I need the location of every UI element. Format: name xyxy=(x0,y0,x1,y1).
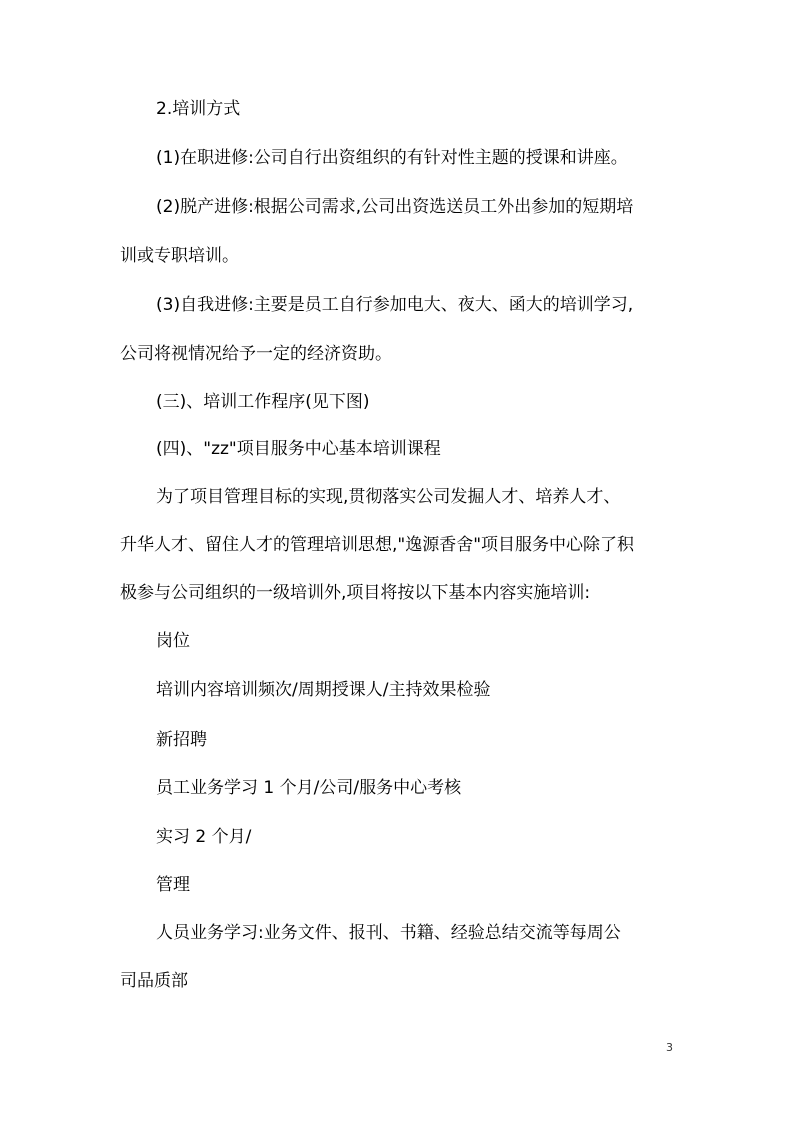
paragraph: 员工业务学习 1 个月/公司/服务中心考核 xyxy=(156,778,462,798)
page-number: 3 xyxy=(666,1041,673,1054)
paragraph: 管理 xyxy=(156,875,190,895)
paragraph-continuation: 升华人才、留住人才的管理培训思想,"逸源香舍"项目服务中心除了积 xyxy=(120,535,635,555)
paragraph: 培训内容培训频次/周期授课人/主持效果检验 xyxy=(156,680,491,700)
paragraph: 实习 2 个月/ xyxy=(156,827,252,847)
paragraph: 人员业务学习:业务文件、报刊、书籍、经验总结交流等每周公 xyxy=(156,923,621,943)
section-heading: 2.培训方式 xyxy=(156,99,241,119)
paragraph: 为了项目管理目标的实现,贯彻落实公司发掘人才、培养人才、 xyxy=(156,487,621,507)
paragraph-continuation: 公司将视情况给予一定的经济资助。 xyxy=(120,344,392,364)
paragraph: (2)脱产进修:根据公司需求,公司出资选送员工外出参加的短期培 xyxy=(156,197,634,217)
paragraph: (1)在职进修:公司自行出资组织的有针对性主题的授课和讲座。 xyxy=(156,148,628,168)
section-heading: (四)、"zz"项目服务中心基本培训课程 xyxy=(156,439,441,459)
paragraph: (3)自我进修:主要是员工自行参加电大、夜大、函大的培训学习, xyxy=(156,295,634,315)
paragraph-continuation: 极参与公司组织的一级培训外,项目将按以下基本内容实施培训: xyxy=(120,583,591,603)
paragraph-continuation: 司品质部 xyxy=(120,971,188,991)
section-heading: (三)、培训工作程序(见下图) xyxy=(156,392,370,412)
paragraph: 新招聘 xyxy=(156,730,207,750)
paragraph: 岗位 xyxy=(156,631,190,651)
paragraph-continuation: 训或专职培训。 xyxy=(120,246,239,266)
